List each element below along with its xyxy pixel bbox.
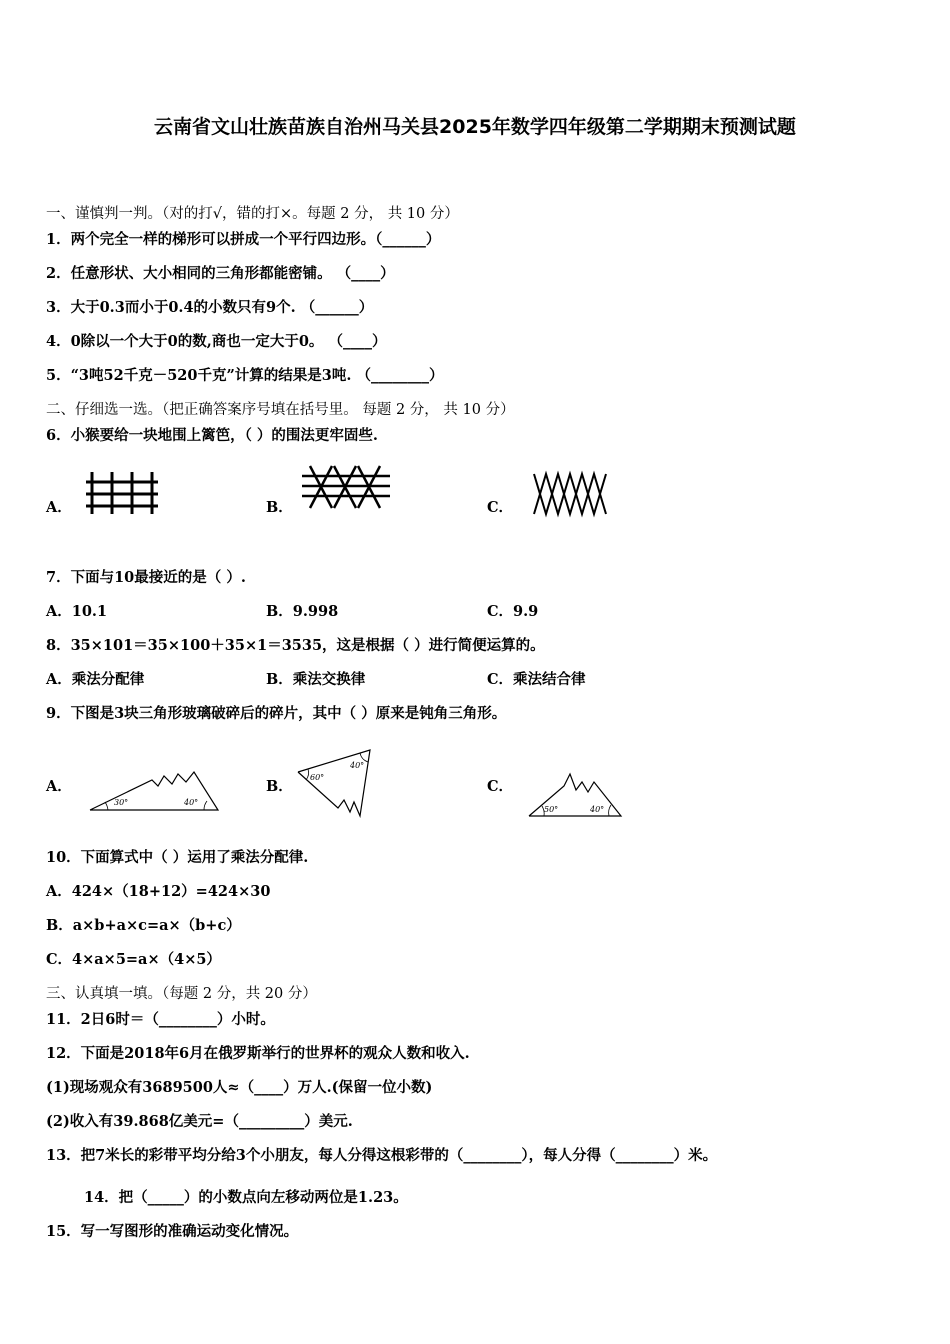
- q6-fence-grid-figure: [86, 470, 160, 516]
- q9-option-a-label: A．: [46, 778, 72, 795]
- q9-fragment-a-figure: [86, 768, 222, 814]
- q10-option-b: B．a×b+a×c=a×（b+c）: [46, 917, 241, 934]
- q7-option-b: B．9.998: [266, 603, 339, 620]
- page-title: 云南省文山壮族苗族自治州马关县2025年数学四年级第二学期期末预测试题: [154, 116, 796, 138]
- question-15: 15．写一写图形的准确运动变化情况。: [46, 1223, 299, 1240]
- q7-option-c: C．9.9: [487, 603, 539, 620]
- q9-fragment-c-figure: [526, 770, 624, 820]
- q10-option-c: C．4×a×5=a×（4×5）: [46, 951, 221, 968]
- q8-option-b: B．乘法交换律: [266, 671, 366, 688]
- question-12-part1: (1)现场观众有3689500人≈（____）万人.(保留一位小数): [46, 1079, 433, 1096]
- q8-option-c: C．乘法结合律: [487, 671, 586, 688]
- q9-c-angle1: 50°: [544, 805, 559, 814]
- question-2: 2．任意形状、大小相同的三角形都能密铺。 （____）: [46, 265, 395, 282]
- q9-b-angle1: 60°: [310, 773, 325, 782]
- q10-option-a: A．424×（18+12）=424×30: [46, 883, 271, 900]
- question-12: 12．下面是2018年6月在俄罗斯举行的世界杯的观众人数和收入.: [46, 1045, 470, 1062]
- section3-heading: 三、认真填一填。（每题 2 分，共 20 分）: [46, 986, 317, 1002]
- question-3: 3．大于0.3而小于0.4的小数只有9个. （______）: [46, 299, 374, 316]
- q6-option-c-label: C．: [487, 499, 514, 516]
- section1-heading: 一、谨慎判一判。（对的打√，错的打×。每题 2 分， 共 10 分）: [46, 206, 459, 222]
- question-9: 9．下图是3块三角形玻璃破碎后的碎片，其中（ ）原来是钝角三角形。: [46, 705, 507, 722]
- q9-b-angle2: 40°: [350, 761, 365, 770]
- question-6: 6．小猴要给一块地围上篱笆，（ ）的围法更牢固些.: [46, 427, 378, 444]
- question-4: 4．0除以一个大于0的数,商也一定大于0。 （____）: [46, 333, 387, 350]
- section2-heading: 二、仔细选一选。（把正确答案序号填在括号里。 每题 2 分， 共 10 分）: [46, 402, 515, 418]
- q8-option-a: A．乘法分配律: [46, 671, 145, 688]
- q9-a-angle2: 40°: [184, 798, 199, 807]
- q9-a-angle1: 30°: [114, 798, 129, 807]
- question-1: 1．两个完全一样的梯形可以拼成一个平行四边形。（______）: [46, 231, 441, 248]
- q6-option-a-label: A．: [46, 499, 72, 516]
- q9-fragment-b-figure: [294, 746, 378, 822]
- q7-option-a: A．10.1: [46, 603, 108, 620]
- question-8: 8．35×101＝35×100＋35×1＝3535，这是根据（ ）进行简便运算的。: [46, 637, 545, 654]
- question-5: 5．“3吨52千克－520千克”计算的结果是3吨. （________）: [46, 367, 444, 384]
- q6-fence-cross-figure: [302, 464, 390, 510]
- q6-option-b-label: B．: [266, 499, 293, 516]
- q9-c-angle2: 40°: [590, 805, 605, 814]
- question-11: 11．2日6时＝（________）小时。: [46, 1011, 275, 1028]
- question-14: 14．把（_____）的小数点向左移动两位是1.23。: [84, 1189, 408, 1206]
- q6-fence-zigzag-figure: [532, 470, 608, 518]
- question-12-part2: (2)收入有39.868亿美元=（_________）美元.: [46, 1113, 353, 1130]
- question-10: 10．下面算式中（ ）运用了乘法分配律.: [46, 849, 309, 866]
- q9-option-c-label: C．: [487, 778, 514, 795]
- q9-option-b-label: B．: [266, 778, 293, 795]
- question-7: 7．下面与10最接近的是（ ）.: [46, 569, 246, 586]
- question-13: 13．把7米长的彩带平均分给3个小朋友，每人分得这根彩带的（________），每人分得（________）米。: [46, 1147, 718, 1164]
